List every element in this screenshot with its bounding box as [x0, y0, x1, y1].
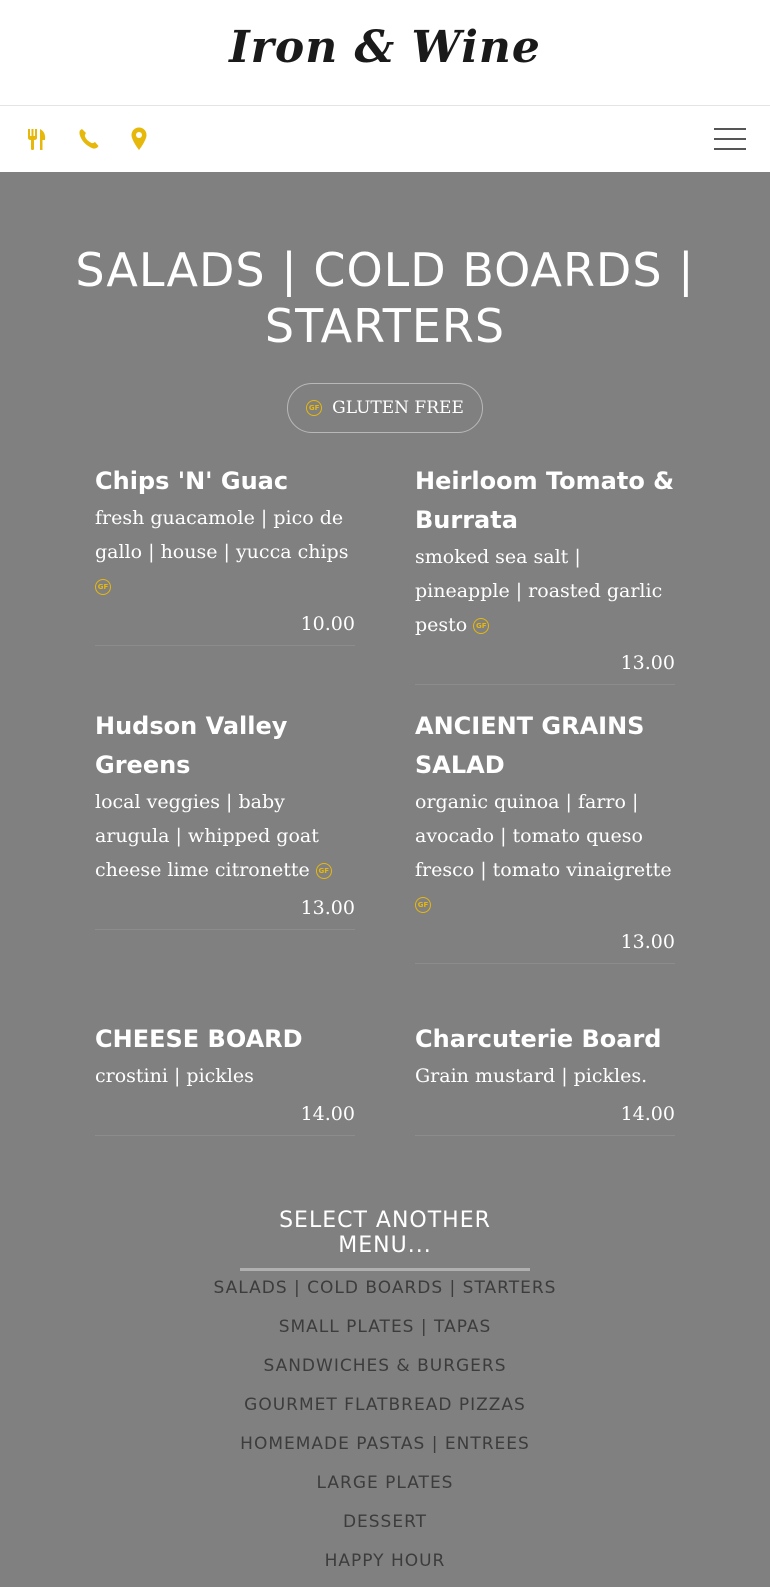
item-price: 13.00: [620, 931, 675, 953]
gluten-free-icon: GF: [95, 579, 111, 595]
item-description: smoked sea salt | pineapple | roasted garlic pesto GF: [415, 546, 663, 636]
gluten-free-label: GLUTEN FREE: [332, 398, 464, 418]
hamburger-menu-icon[interactable]: [714, 128, 746, 150]
item-description: organic quinoa | farro | avocado | tomato queso fresco | tomato vinaigrette GF: [415, 785, 675, 921]
item-price: 14.00: [300, 1103, 355, 1125]
item-price: 10.00: [300, 613, 355, 635]
gluten-free-icon: GF: [306, 400, 322, 416]
phone-icon[interactable]: [76, 126, 102, 152]
gluten-free-icon: GF: [316, 863, 332, 879]
menu-item: [95, 707, 355, 930]
item-description: crostini | pickles: [95, 1065, 254, 1087]
menu-links: [0, 1269, 770, 1581]
menu-link-flatbread[interactable]: GOURMET FLATBREAD PIZZAS: [244, 1395, 526, 1415]
menu-item: [415, 462, 675, 685]
menu-item: [95, 462, 355, 646]
item-name: Charcuterie Board: [415, 1025, 662, 1053]
menu-link-large-plates[interactable]: LARGE PLATES: [316, 1473, 454, 1493]
menu-link-sandwiches[interactable]: SANDWICHES & BURGERS: [263, 1356, 507, 1376]
menu-link-small-plates[interactable]: SMALL PLATES | TAPAS: [278, 1317, 492, 1337]
menu-section: [0, 172, 770, 1587]
top-toolbar: [0, 106, 770, 172]
menu-item: [415, 707, 675, 964]
item-price: 14.00: [620, 1103, 675, 1125]
menu-item: [415, 1020, 675, 1136]
item-price: 13.00: [300, 897, 355, 919]
fork-knife-icon[interactable]: [24, 126, 50, 152]
item-name: Chips 'N' Guac: [95, 467, 289, 495]
item-price: 13.00: [620, 652, 675, 674]
menu-link-dessert[interactable]: DESSERT: [342, 1512, 428, 1532]
item-name: ANCIENT GRAINS SALAD: [415, 712, 645, 779]
site-logo[interactable]: Iron & Wine: [229, 22, 541, 73]
item-description: fresh guacamole | pico de gallo | house | yucca chips GF: [95, 501, 355, 603]
item-description: local veggies | baby arugula | whipped goat cheese lime citronette GF: [95, 785, 355, 887]
item-name: Hudson Valley Greens: [95, 712, 288, 779]
menu-item: [95, 1020, 355, 1136]
menu-link-pastas[interactable]: HOMEMADE PASTAS | ENTREES: [240, 1434, 530, 1454]
page-title: SALADS | COLD BOARDS | STARTERS: [75, 243, 695, 353]
item-name: CHEESE BOARD: [95, 1025, 303, 1053]
menu-link-salads[interactable]: SALADS | COLD BOARDS | STARTERS: [213, 1278, 557, 1298]
menu-link-happy-hour[interactable]: HAPPY HOUR: [324, 1551, 446, 1571]
gluten-free-icon: GF: [473, 618, 489, 634]
map-pin-icon[interactable]: [126, 126, 152, 152]
site-header: [0, 0, 770, 106]
item-name: Heirloom Tomato & Burrata: [415, 467, 675, 534]
item-description: Grain mustard | pickles.: [415, 1065, 648, 1087]
gluten-free-icon: GF: [415, 897, 431, 913]
gluten-free-filter-button[interactable]: [287, 383, 483, 433]
select-menu-title: SELECT ANOTHER MENU...: [240, 1208, 530, 1271]
